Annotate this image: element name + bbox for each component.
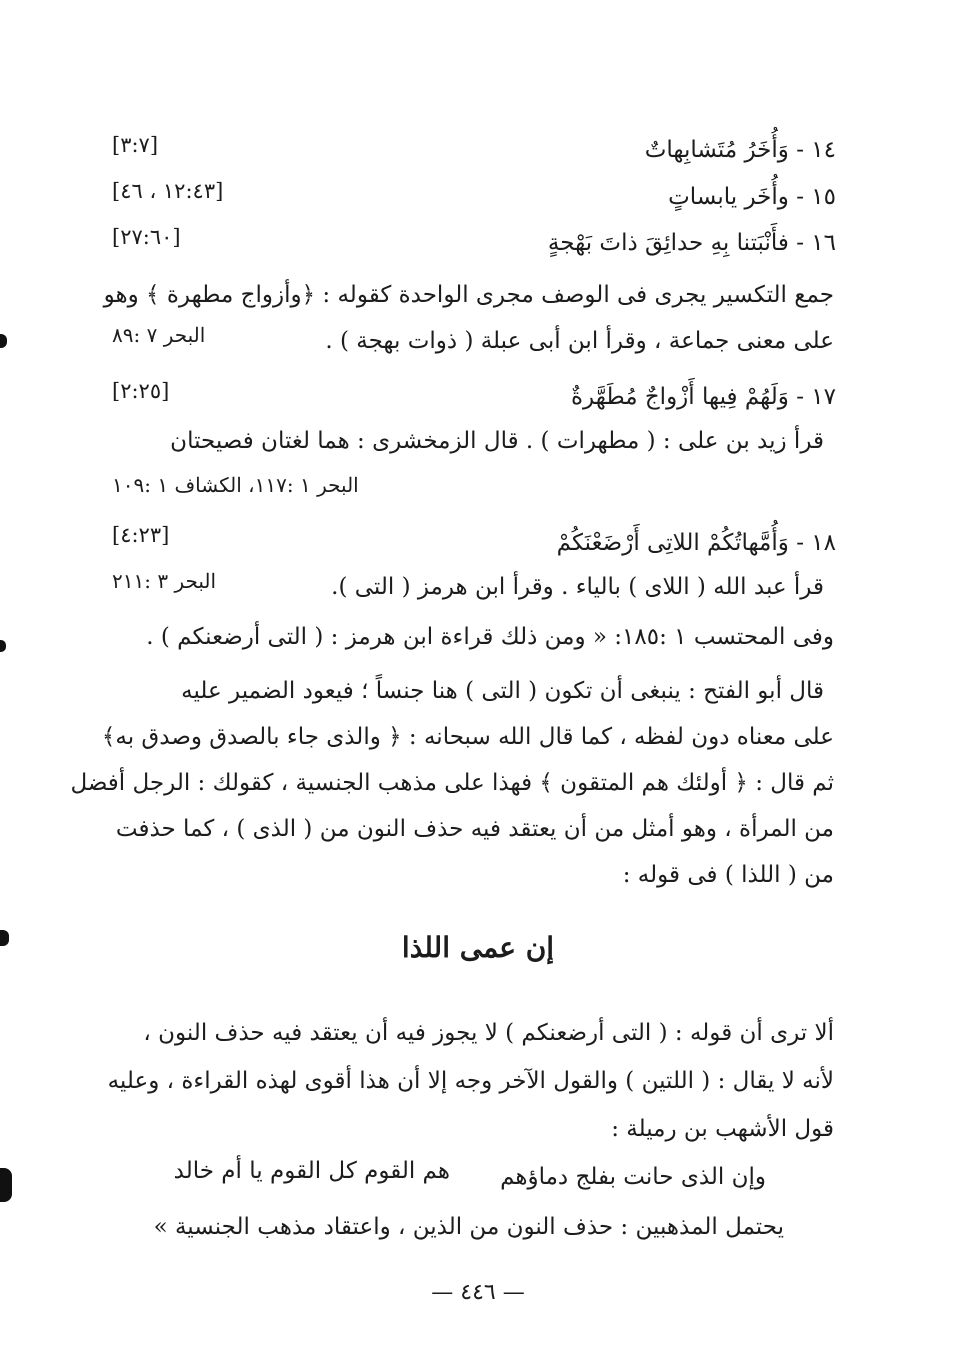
section-heading: إن عمى اللذا: [401, 931, 555, 964]
page-number: — ٤٤٦ —: [431, 1280, 525, 1305]
source-citation: البحر ١ :١١٧، الكشاف ١ :١٠٩: [112, 473, 359, 497]
body-text-line: على معناه دون لفظه ، كما قال الله سبحانه : ﴿ والذى جاء بالصدق وصدق به﴾: [101, 724, 834, 750]
verse-dash: -: [796, 184, 804, 210]
verse-number: ١٤: [811, 137, 836, 163]
body-text-line: قال أبو الفتح : ينبغى أن تكون ( التى ) هنا جنساً ؛ فيعود الضمير عليه: [181, 678, 824, 704]
verse-text: وأُخَر يابساتٍ: [668, 184, 789, 210]
verse-number: ١٥: [811, 184, 836, 210]
verse-number: ١٧: [811, 384, 836, 410]
body-text-line: من المرأة ، وهو أمثل من أن يعتقد فيه حذف النون من ( الذى ) ، كما حذفت: [115, 816, 834, 842]
body-text-line: من ( اللذا ) فى قوله :: [622, 862, 834, 888]
verse-text: وَأُمَّهاتُكُمْ اللاتِى أَرْضَعْنَكُمْ: [556, 530, 789, 556]
body-text-line: جمع التكسير يجرى فى الوصف مجرى الواحدة كقوله : ﴿وأزواج مطهرة ﴾ وهو: [103, 282, 834, 308]
verse-reference: [١٢:٤٣ ، ٤٦]: [112, 179, 224, 203]
verse-line-18: [557, 528, 836, 558]
verse-dash: -: [796, 384, 804, 410]
verse-number: ١٦: [811, 230, 836, 256]
verse-text: وَلَهُمْ فِيها أَزْواجٌ مُطَهَّرةٌ: [571, 384, 789, 410]
verse-line-17: [571, 382, 836, 412]
body-text-line: لأنه لا يقال : ( اللتين ) والقول الآخر وجه إلا أن هذا أقوى لهذه القراءة ، وعليه: [107, 1068, 834, 1094]
body-text-line: قرأ زيد بن على : ( مطهرات ) . قال الزمخشرى : هما لغتان فصيحتان: [170, 428, 824, 454]
scan-edge-mark: [0, 334, 7, 348]
scan-edge-mark: [0, 640, 6, 652]
verse-reference: [٣:٧]: [112, 133, 159, 157]
body-text-line: على معنى جماعة ، وقرأ ابن أبى عبلة ( ذوات بهجة ) .: [325, 328, 834, 354]
verse-dash: -: [796, 230, 804, 256]
verse-line-14: [645, 135, 836, 165]
verse-number: ١٨: [811, 530, 836, 556]
verse-reference: [٢٧:٦٠]: [112, 225, 181, 249]
verse-dash: -: [796, 137, 804, 163]
scan-edge-mark: [0, 1168, 12, 1202]
verse-text: فأَنْبَتنا بِهِ حدائِقَ ذاتَ بَهْجةٍ: [547, 230, 789, 256]
poem-hemistich-second: هم القوم كل القوم يا أم خالد: [173, 1158, 450, 1184]
verse-reference: [٢:٢٥]: [112, 379, 170, 403]
verse-line-16: [548, 228, 836, 258]
verse-text: وَأُخَرُ مُتَشابِهاتٌ: [644, 137, 789, 163]
scan-edge-mark: [0, 930, 9, 946]
verse-line-15: [668, 182, 836, 212]
body-text-line: قرأ عبد الله ( اللاى ) بالياء . وقرأ ابن هرمز ( التى ).: [331, 574, 824, 600]
verse-dash: -: [796, 530, 804, 556]
body-text-line: ألا ترى أن قوله : ( التى أرضعنكم ) لا يجوز فيه أن يعتقد فيه حذف النون ،: [143, 1020, 834, 1046]
poem-hemistich-first: وإن الذى حانت بفلج دماؤهم: [500, 1164, 766, 1190]
verse-reference: [٤:٢٣]: [112, 523, 170, 547]
body-text-line: ثم قال : ﴿ أولئك هم المتقون ﴾ فهذا على مذهب الجنسية ، كقولك : الرجل أفضل: [70, 770, 834, 796]
source-citation: البحر ٧ :٨٩: [112, 323, 206, 347]
source-citation: البحر ٣ :٢١١: [112, 569, 217, 593]
body-text-line: يحتمل المذهبين : حذف النون من الذين ، واعتقاد مذهب الجنسية »: [153, 1214, 784, 1240]
body-text-line: وفى المحتسب ١ :١٨٥: « ومن ذلك قراءة ابن هرمز : ( التى أرضعنكم ) .: [146, 624, 834, 650]
body-text-line: قول الأشهب بن رميلة :: [611, 1116, 834, 1142]
